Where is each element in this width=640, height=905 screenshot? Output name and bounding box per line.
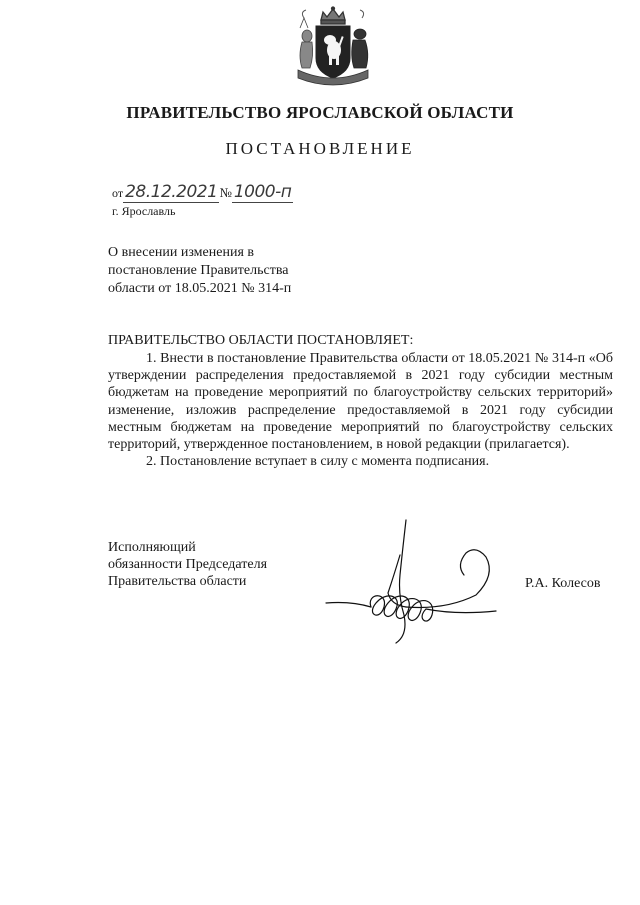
document-number: 1000-п xyxy=(233,182,292,202)
document-subject xyxy=(108,244,291,298)
subject-line: постановление Правительства xyxy=(108,263,289,278)
government-title: ПРАВИТЕЛЬСТВО ЯРОСЛАВСКОЙ ОБЛАСТИ xyxy=(126,103,514,122)
signer-position xyxy=(108,539,267,590)
city-label: г. Ярославль xyxy=(112,204,176,218)
subject-line: О внесении изменения в xyxy=(108,245,254,260)
date-number-line xyxy=(112,182,293,202)
date-prefix: от xyxy=(112,186,124,200)
signer-name: Р.А. Колесов xyxy=(525,576,601,591)
document-date: 28.12.2021 xyxy=(125,182,218,202)
body-paragraph: 1. Внести в постановление Правительства области от 18.05.2021 № 314-п «Об утверждении распределения предоставляемой в 2021 году субсидии местным бюджетам на проведение мероприятий по благоустройству сельских территорий» изменение, изложив распределение предоставляемой в 2021 году субсидии местным бюджетам на проведение мероприятий по благоустройству сельских территорий, утвержденное постановлением, в новой редакции (прилагается). xyxy=(108,351,613,453)
body-paragraph: 2. Постановление вступает в силу с момента подписания. xyxy=(146,454,490,470)
number-prefix: № xyxy=(219,185,232,200)
signer-position-line: Исполняющий xyxy=(108,540,196,555)
subject-line: области от 18.05.2021 № 314-п xyxy=(108,281,292,296)
signer-position-line: обязанности Председателя xyxy=(108,557,268,572)
signer-position-line: Правительства области xyxy=(108,574,247,589)
handwritten-signature-icon xyxy=(296,515,511,650)
document-type: ПОСТАНОВЛЕНИЕ xyxy=(225,139,415,158)
coat-of-arms-icon xyxy=(290,6,376,92)
resolution-heading: ПРАВИТЕЛЬСТВО ОБЛАСТИ ПОСТАНОВЛЯЕТ: xyxy=(108,333,414,348)
document-body xyxy=(108,350,613,470)
